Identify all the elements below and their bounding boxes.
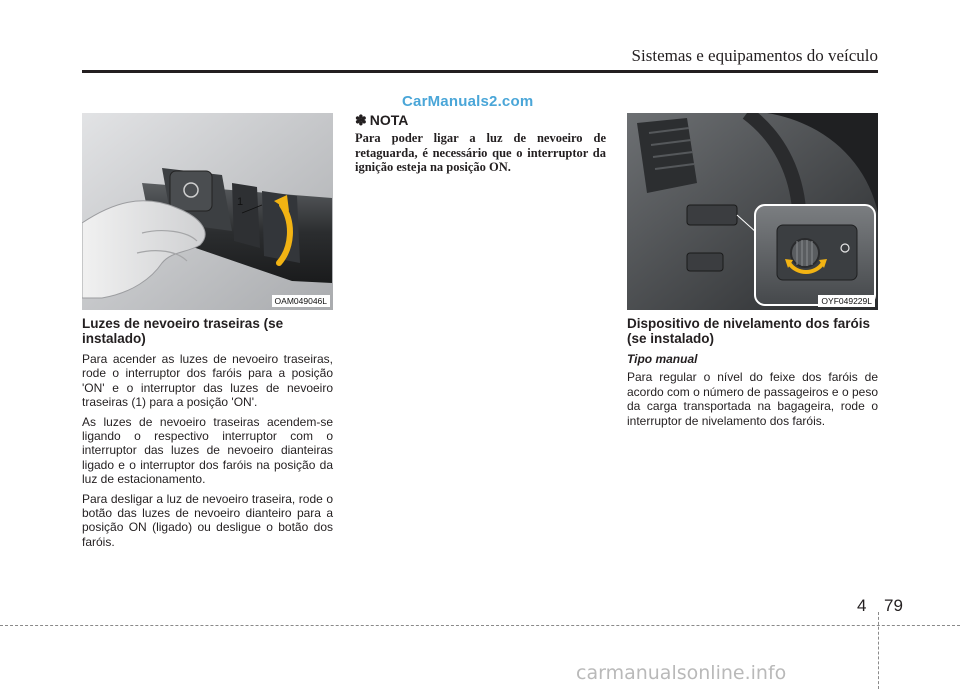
figure-caption-right: OYF049229L xyxy=(818,295,875,307)
right-column xyxy=(627,316,878,433)
middle-column xyxy=(355,113,606,175)
watermark-top[interactable]: CarManuals2.com xyxy=(402,93,534,110)
section-title-rear-fog: Luzes de nevoeiro traseiras (se instalado) xyxy=(82,316,284,346)
left-column xyxy=(82,316,333,554)
nota-text: Para poder ligar a luz de nevoeiro de retaguarda, é necessário que o interruptor da ignição esteja na posição ON. xyxy=(355,131,606,175)
nota-star-icon: ✽ xyxy=(355,112,367,128)
paragraph-3: Para desligar a luz de nevoeiro traseira, rode o botão das luzes de nevoeiro dianteiro para a posição ON (ligado) ou desligue o botão dos faróis. xyxy=(82,491,333,549)
header-rule xyxy=(82,70,878,73)
nota-title: NOTA xyxy=(369,112,409,128)
figure-headlight-leveling xyxy=(627,113,878,310)
fog-switch-illustration xyxy=(82,113,333,310)
figure-label-1: 1 xyxy=(237,196,244,208)
paragraph-1: Para acender as luzes de nevoeiro traseiras, rode o interruptor dos faróis para a posição 'ON' e o interruptor das luzes de nevoeiro traseiras (1) para a posição 'ON'. xyxy=(82,352,333,410)
chapter-number: 4 xyxy=(857,596,867,615)
figure-caption-left: OAM049046L xyxy=(272,295,330,307)
figure-fog-light-switch xyxy=(82,113,333,310)
subtitle-manual-type: Tipo manual xyxy=(627,352,698,366)
page-number: 79 xyxy=(884,596,903,615)
leveling-switch-illustration xyxy=(627,113,878,310)
nota-heading xyxy=(355,113,606,127)
page-header-title: Sistemas e equipamentos do veículo xyxy=(631,46,878,65)
watermark-bottom[interactable]: carmanualsonline.info xyxy=(576,662,787,684)
footer-rule xyxy=(0,625,960,626)
paragraph-2: As luzes de nevoeiro traseiras acendem-se ligando o respectivo interruptor com o interruptor das luzes de nevoeiro dianteiras ligado e o interruptor dos faróis na posição da luz de estacionamento. xyxy=(82,414,333,487)
page-number-divider xyxy=(878,612,879,689)
section-title-leveling: Dispositivo de nivelamento dos faróis (se instalado) xyxy=(627,316,871,346)
leveling-paragraph: Para regular o nível do feixe dos faróis de acordo com o número de passageiros e o peso da carga transportada na bagageira, rode o interruptor de nivelamento dos faróis. xyxy=(627,370,878,428)
